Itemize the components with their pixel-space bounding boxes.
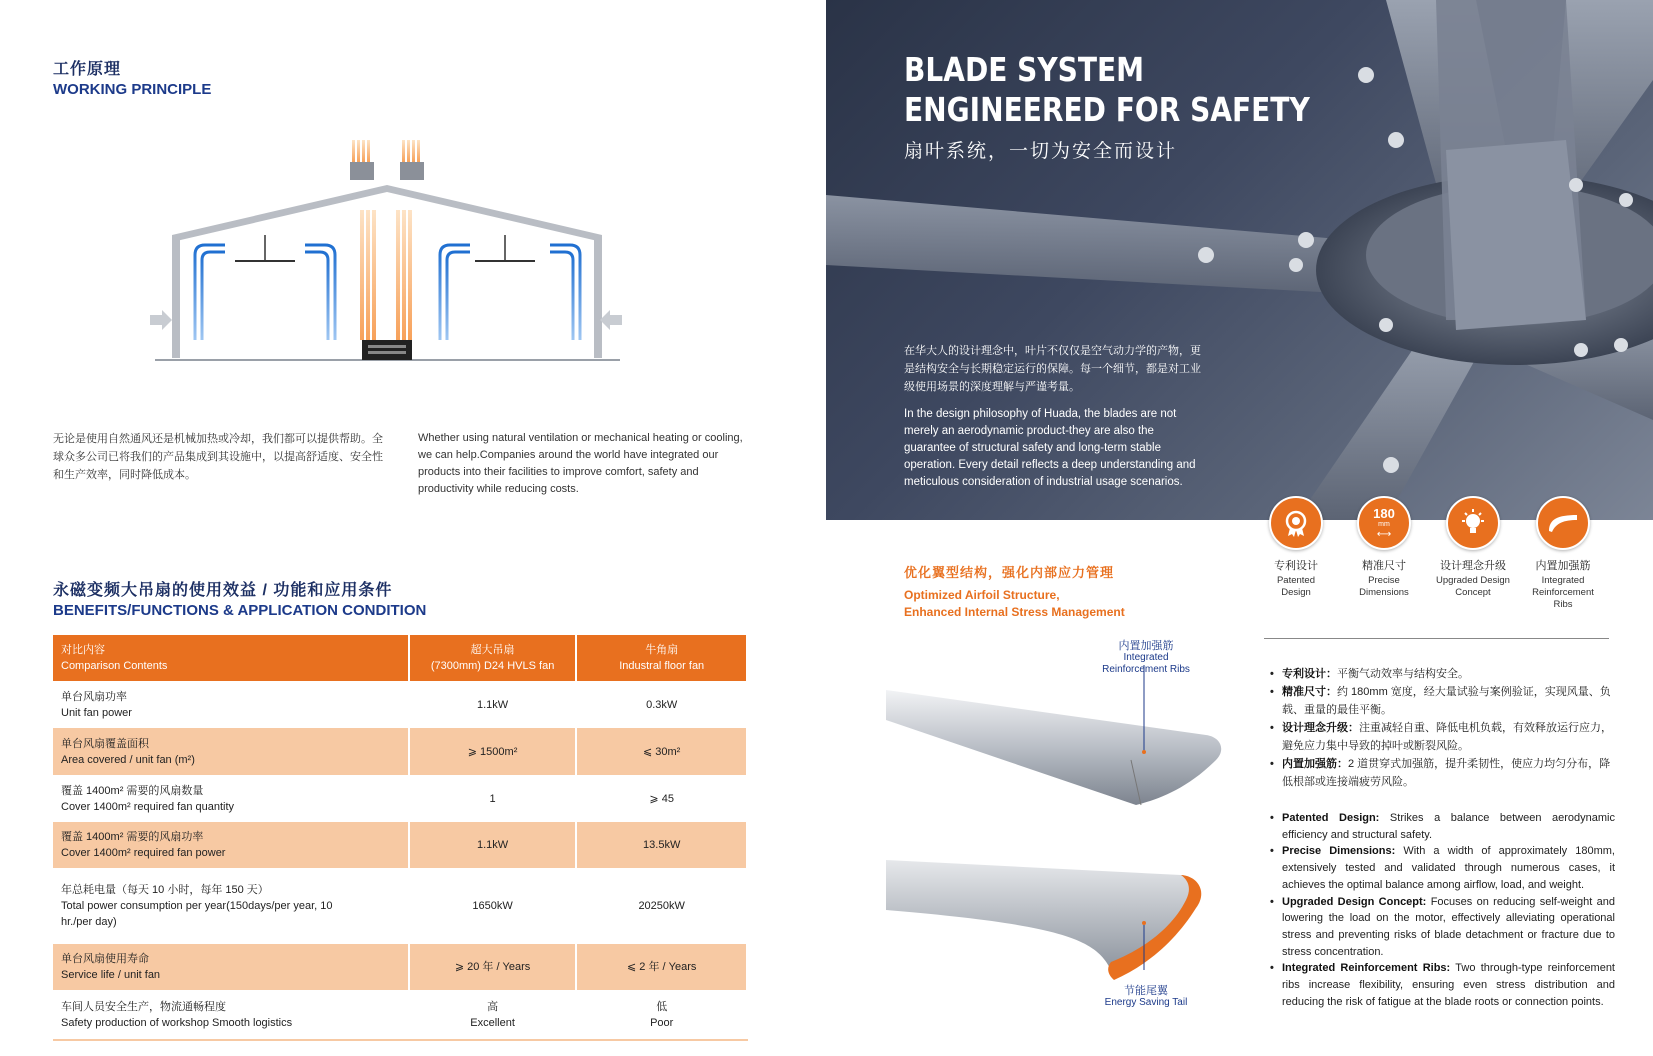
hvls-value: 1 [409,775,577,822]
row-label-en: Service life / unit fan [61,969,161,981]
feature-patented [1251,496,1341,599]
list-item-term: 专利设计： [1282,668,1337,680]
table-row [53,944,747,990]
blade-cross-section-drawing [886,640,1256,1040]
hero-title [904,50,1310,130]
list-item-text: 注重减轻自重、降低电机负载，有效释放运行应力，避免应力集中导致的掉叶或断裂风险。 [1282,722,1612,752]
feature-design-concept-cn: 设计理念升级 [1440,560,1506,572]
row-label [53,944,409,990]
feature-design-concept-en: Upgraded Design Concept [1436,575,1510,598]
list-item-term: Integrated Reinforcement Ribs: [1282,962,1451,975]
row-label [53,990,409,1040]
table-row [53,681,747,728]
list-item [1270,683,1615,719]
row-label [53,728,409,775]
feature-patented-cn: 专利设计 [1274,560,1318,572]
floor-fan-value: ⩾ 45 [576,775,747,822]
hvls-value: ⩾ 1500m² [409,728,577,775]
feature-dimensions-en: Precise Dimensions [1359,575,1409,598]
list-item [1270,960,1615,1010]
header-comparison [53,635,409,681]
row-label-en: Area covered / unit fan (m²) [61,753,195,766]
row-label-cn: 年总耗电量（每天 10 小时，每年 150 天） [61,884,269,896]
row-label-en: Cover 1400m² required fan power [61,847,226,859]
benefits-title-cn: 永磁变频大吊扇的使用效益 / 功能和应用条件 [53,582,393,599]
hero-desc-en: In the design philosophy of Huada, the blades are not merely an aerodynamic product-they are also the guarantee of structural safety and long-term stable operation. Every detail reflects a deep understanding and meticulous consideration of industrial usage scenarios. [904,408,1196,488]
feature-ribs-en: Integrated Reinforcement Ribs [1532,575,1594,610]
dimension-badge-unit: mm [1378,520,1390,528]
list-item [1270,719,1615,755]
list-item-text: With a width of approximately 180mm, extensively tested and validated through numerous cases, it achieves the optimal balance among airflow, load, and weight. [1282,845,1615,891]
award-badge-icon [1269,496,1323,550]
header-floor-fan [576,635,747,681]
blade-profile-icon [1536,496,1590,550]
row-label [53,822,409,868]
floor-fan-value: 0.3kW [576,681,747,728]
list-item-term: Precise Dimensions: [1282,845,1396,858]
row-label-cn: 单台风扇覆盖面积 [61,737,149,750]
hvls-value: 1.1kW [409,822,577,868]
optimized-title-en-line2: Enhanced Internal Stress Management [904,605,1125,619]
header-en: Comparison Contents [61,660,168,672]
working-principle-desc-cn: 无论是使用自然通风还是机械加热或冷却，我们都可以提供帮助。全球众多公司已将我们的产品集成到其设施中，以提高舒适度、安全性和生产效率，同时降低成本。 [53,433,383,481]
header-cn: 对比内容 [61,644,105,656]
hvls-value: 高 Excellent [409,990,577,1040]
right-page [826,0,1653,1056]
hvls-value: 1.1kW [409,681,577,728]
row-label-cn: 单台风扇功率 [61,690,127,703]
floor-fan-value: ⩽ 30m² [576,728,747,775]
list-item-term: Patented Design: [1282,812,1380,824]
label-tail-cn: 节能尾翼 [1124,985,1168,997]
hero-title-line2: ENGINEERED FOR SAFETY [904,90,1310,129]
table-row [53,868,747,944]
list-item-term: 精准尺寸： [1282,686,1337,698]
dimension-180mm-icon [1357,496,1411,550]
header-cn: 超大吊扇 [470,644,515,656]
optimized-title-en [904,587,1125,621]
header-en: (7300mm) D24 HVLS fan [430,660,555,672]
working-principle-heading [53,56,211,98]
row-label [53,868,409,944]
list-item [1270,894,1615,961]
row-label-cn: 车间人员安全生产，物流通畅程度 [61,1000,226,1013]
row-label-cn: 覆盖 1400m² 需要的风扇功率 [61,831,204,843]
hero-subtitle-cn: 扇叶系统，一切为安全而设计 [904,141,1178,162]
row-label-en: Total power consumption per year(150days/per year, 10 hr./per day) [61,900,333,928]
section-divider [1264,638,1609,639]
working-principle-desc-en: Whether using natural ventilation or mechanical heating or cooling, we can help.Companies around the world have integrated our products into their facilities to improve comfort, safety and productivity while reducing costs. [418,432,743,495]
double-arrow-icon: ⟷ [1376,528,1392,540]
benefits-list-en [1270,810,1615,1010]
dimension-badge-value: 180 [1373,505,1395,521]
warehouse-airflow-diagram [150,140,660,385]
benefits-list-cn [1270,665,1615,791]
list-item-text: Strikes a balance between aerodynamic efficiency and structural safety. [1282,812,1615,841]
row-label-cn: 单台风扇使用寿命 [61,953,149,965]
feature-design-concept [1428,496,1518,599]
list-item-term: 设计理念升级： [1282,722,1359,734]
floor-fan-value: 13.5kW [576,822,747,868]
benefits-heading [53,577,426,619]
feature-dimensions [1339,496,1429,599]
list-item-text: 2 道贯穿式加强筋，提升柔韧性，使应力均匀分布，降低根部或连接端疲劳风险。 [1282,758,1611,788]
list-item [1270,755,1615,791]
row-label-en: Cover 1400m² required fan quantity [61,800,235,813]
optimized-title-en-line1: Optimized Airfoil Structure, [904,588,1060,602]
label-reinforcement-ribs [1086,640,1206,676]
row-label [53,775,409,822]
list-item [1270,843,1615,893]
list-item [1270,665,1615,683]
left-page [0,0,826,1056]
header-hvls-fan [409,635,577,681]
table-header-row [53,635,747,681]
header-en: Industral floor fan [619,660,705,672]
list-item [1270,810,1615,843]
feature-ribs-cn: 内置加强筋 [1535,560,1591,572]
list-item-term: 内置加强筋： [1282,758,1348,770]
label-ribs-en: Integrated Reinforcement Ribs [1102,652,1190,675]
list-item-text: Two through-type reinforcement ribs increase flexibility, ensuring even stress distribution and reducing the risk of fatigue at the blade roots or connection points. [1282,962,1615,1008]
header-cn: 牛角扇 [645,644,679,656]
hero-desc-cn: 在华大人的设计理念中，叶片不仅仅是空气动力学的产物，更是结构安全与长期稳定运行的保障。每一个细节，都是对工业级使用场景的深度理解与严谨考量。 [904,345,1201,393]
hvls-value: 1650kW [409,868,577,944]
row-label-cn: 覆盖 1400m² 需要的风扇数量 [61,784,204,797]
feature-icons [1256,496,1636,621]
floor-fan-value: 低 Poor [576,990,747,1040]
floor-fan-value: 20250kW [576,868,747,944]
table-row [53,728,747,775]
table-row [53,775,747,822]
table-row [53,822,747,868]
hvls-value: ⩾ 20 年 / Years [409,944,577,990]
comparison-table [53,635,748,1041]
list-item-text: 平衡气动效率与结构安全。 [1337,668,1469,680]
list-item-text: Focuses on reducing self-weight and lowering the load on the motor, effectively alleviating operational stress and preventing risks of blade detachment or fracture due to stress concentration. [1282,895,1615,958]
list-item-text: 约 180mm 宽度，经大量试验与案例验证，实现风量、负载、重量的最佳平衡。 [1282,686,1611,716]
feature-patented-en: Patented Design [1276,575,1316,598]
label-energy-saving-tail [1091,985,1201,1009]
hero-title-line1: BLADE SYSTEM [904,50,1145,89]
optimized-title-cn: 优化翼型结构，强化内部应力管理 [904,565,1115,580]
optimized-heading [904,562,1125,621]
list-item-term: Upgraded Design Concept: [1282,895,1427,908]
label-tail-en: Energy Saving Tail [1104,997,1188,1008]
working-principle-title-en: WORKING PRINCIPLE [53,81,212,98]
row-label-en: Unit fan power [61,706,132,719]
floor-fan-value: ⩽ 2 年 / Years [576,944,747,990]
row-label-en: Safety production of workshop Smooth logistics [61,1016,293,1029]
table-row [53,990,747,1040]
label-ribs-cn: 内置加强筋 [1118,640,1174,652]
working-principle-title-cn: 工作原理 [53,61,122,78]
blade-illustration [886,640,1256,1040]
lightbulb-icon [1446,496,1500,550]
benefits-title-en: BENEFITS/FUNCTIONS & APPLICATION CONDITION [53,602,427,619]
feature-ribs [1518,496,1608,611]
hero-fan-image [826,0,1653,520]
feature-dimensions-cn: 精准尺寸 [1362,560,1406,572]
row-label [53,681,409,728]
